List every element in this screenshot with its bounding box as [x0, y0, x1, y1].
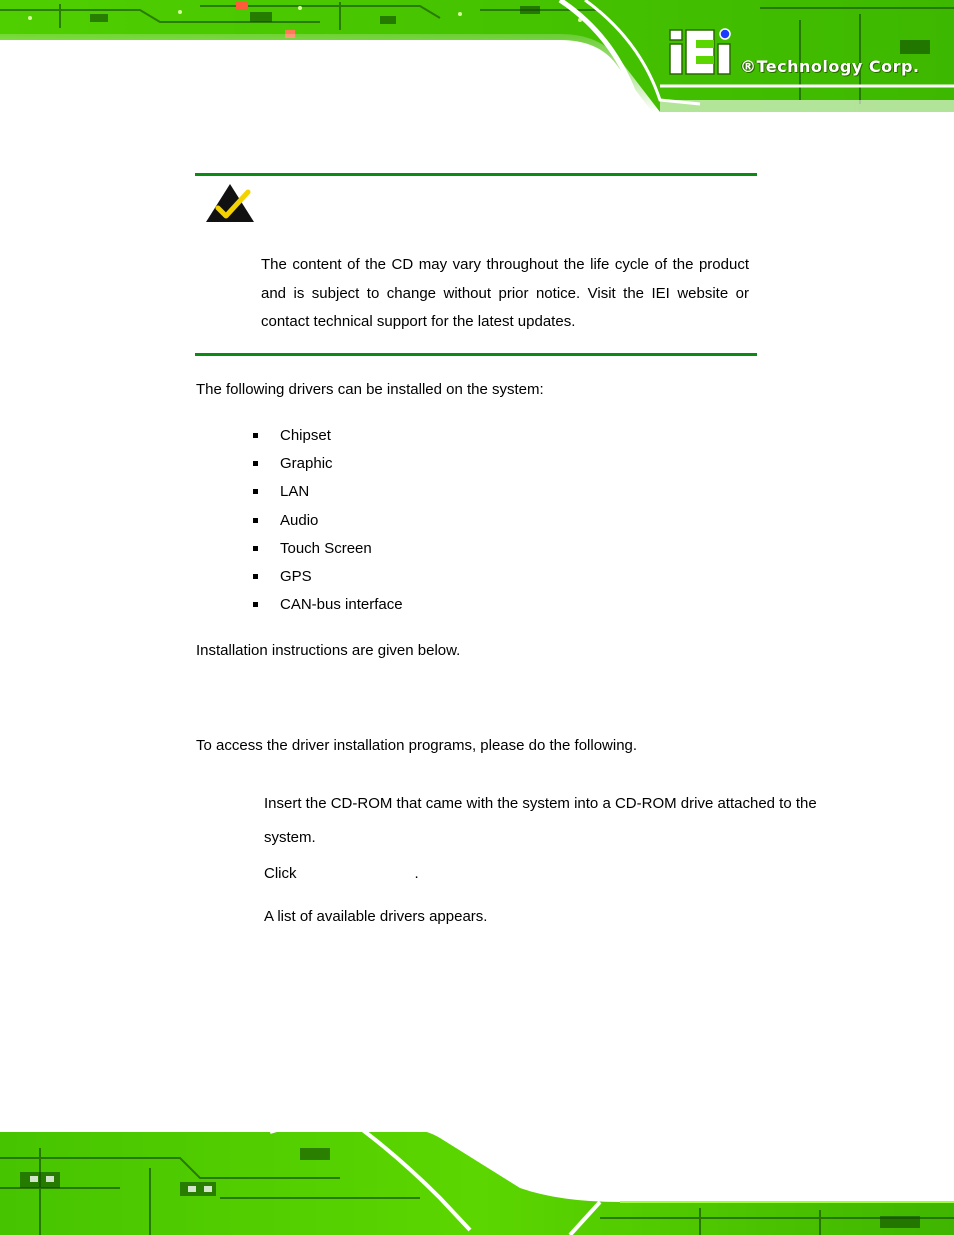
note-check-icon: [204, 182, 256, 224]
note-bottom-rule: [195, 353, 757, 356]
bullet-icon: [253, 602, 258, 607]
list-item: Audio: [253, 511, 403, 539]
step-click-prefix: Click: [264, 865, 297, 882]
bullet-icon: [253, 489, 258, 494]
note-text: The content of the CD may vary throughout the life cycle of the product and is subject to change without prior notice. Visit the IEI website or contact technical support for the latest updates.: [261, 256, 749, 330]
driver-list: [253, 426, 403, 623]
footer-circuit-banner: [0, 1118, 954, 1235]
bullet-icon: [253, 518, 258, 523]
list-item: Graphic: [253, 454, 403, 482]
bullet-icon: [253, 574, 258, 579]
bullet-icon: [253, 461, 258, 466]
header-circuit-banner: [0, 0, 954, 112]
list-item: Touch Screen: [253, 539, 403, 567]
list-item: GPS: [253, 567, 403, 595]
list-item: Chipset: [253, 426, 403, 454]
installation-note: Installation instructions are given below.: [196, 642, 461, 659]
iei-logo-icon: [668, 28, 738, 78]
step-list-appears: A list of available drivers appears.: [264, 908, 488, 925]
step-click-suffix: .: [414, 865, 419, 882]
bullet-icon: [253, 546, 258, 551]
note-top-rule: [195, 173, 757, 176]
step-insert-cd: Insert the CD-ROM that came with the system into a CD-ROM drive attached to the system.: [264, 795, 817, 846]
bullet-icon: [253, 433, 258, 438]
drivers-intro: The following drivers can be installed on the system:: [196, 381, 544, 398]
list-item: LAN: [253, 482, 403, 510]
access-instructions: To access the driver installation programs, please do the following.: [196, 737, 638, 754]
list-item: CAN-bus interface: [253, 595, 403, 623]
step-click: [264, 865, 419, 882]
company-logo-text: ®Technology Corp.: [740, 57, 920, 76]
